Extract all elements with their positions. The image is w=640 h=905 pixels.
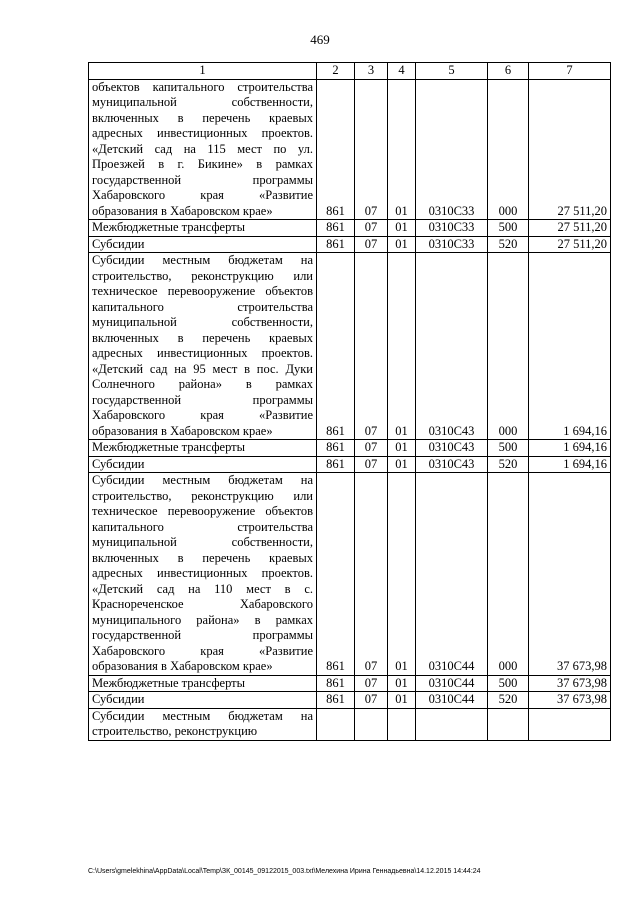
row-description: Субсидии местным бюджетам на строительство, реконструкцию <box>89 708 317 740</box>
amount: 1 694,16 <box>529 440 611 457</box>
page-number: 469 <box>310 32 330 47</box>
row-description: Межбюджетные трансферты <box>89 675 317 692</box>
row-description: объектов капитального строительства муниципальной собственности, включенных в перечень краевых адресных инвестиционных проектов. «Детский сад на 115 мест по ул. Проезжей в г. Бикине» в рамках государственной программы Хабаровского края «Развитие образования в Хабаровском крае» <box>89 79 317 220</box>
expense-type-code: 000 <box>488 253 529 440</box>
table-row <box>89 473 611 676</box>
expense-type-code: 520 <box>488 456 529 473</box>
row-description: Субсидии местным бюджетам на строительство, реконструкцию или техническое перевооружение объектов капитального строительства муниципальной собственности, включенных в перечень краевых адресных инвестиционных проектов. «Детский сад на 95 мест в пос. Дуки Солнечного района» в рамках государственной программы Хабаровского края «Развитие образования в Хабаровском крае» <box>89 253 317 440</box>
subsection-code: 01 <box>388 456 416 473</box>
expense-type-code: 500 <box>488 220 529 237</box>
amount: 27 511,20 <box>529 220 611 237</box>
expense-type-code: 520 <box>488 236 529 253</box>
section-code: 07 <box>355 473 388 676</box>
target-article-code: 0310С44 <box>416 473 488 676</box>
amount: 37 673,98 <box>529 473 611 676</box>
target-article-code: 0310С33 <box>416 79 488 220</box>
amount: 1 694,16 <box>529 253 611 440</box>
amount: 37 673,98 <box>529 692 611 709</box>
header-col-7: 7 <box>529 63 611 80</box>
table-row <box>89 79 611 220</box>
subsection-code <box>388 708 416 740</box>
ministry-code: 861 <box>317 456 355 473</box>
target-article-code <box>416 708 488 740</box>
target-article-code: 0310С33 <box>416 236 488 253</box>
section-code: 07 <box>355 236 388 253</box>
amount: 1 694,16 <box>529 456 611 473</box>
table-row <box>89 220 611 237</box>
ministry-code: 861 <box>317 236 355 253</box>
subsection-code: 01 <box>388 692 416 709</box>
header-col-2: 2 <box>317 63 355 80</box>
section-code: 07 <box>355 253 388 440</box>
row-description: Субсидии местным бюджетам на строительство, реконструкцию или техническое перевооружение объектов капитального строительства муниципальной собственности, включенных в перечень краевых адресных инвестиционных проектов. «Детский сад на 110 мест в с. Краснореченское Хабаровского муниципального района» в рамках государственной программы Хабаровского края «Развитие образования в Хабаровском крае» <box>89 473 317 676</box>
subsection-code: 01 <box>388 79 416 220</box>
row-description: Межбюджетные трансферты <box>89 220 317 237</box>
subsection-code: 01 <box>388 675 416 692</box>
subsection-code: 01 <box>388 253 416 440</box>
ministry-code: 861 <box>317 253 355 440</box>
header-col-1: 1 <box>89 63 317 80</box>
section-code: 07 <box>355 79 388 220</box>
subsection-code: 01 <box>388 236 416 253</box>
subsection-code: 01 <box>388 220 416 237</box>
section-code: 07 <box>355 220 388 237</box>
target-article-code: 0310С43 <box>416 440 488 457</box>
header-col-3: 3 <box>355 63 388 80</box>
subsection-code: 01 <box>388 440 416 457</box>
ministry-code: 861 <box>317 675 355 692</box>
ministry-code: 861 <box>317 440 355 457</box>
amount: 37 673,98 <box>529 675 611 692</box>
amount: 27 511,20 <box>529 236 611 253</box>
section-code: 07 <box>355 692 388 709</box>
header-col-4: 4 <box>388 63 416 80</box>
table-header-row <box>89 63 611 80</box>
table-row <box>89 456 611 473</box>
expense-type-code: 520 <box>488 692 529 709</box>
amount: 27 511,20 <box>529 79 611 220</box>
section-code: 07 <box>355 440 388 457</box>
expense-type-code: 500 <box>488 440 529 457</box>
expense-type-code: 000 <box>488 79 529 220</box>
row-description: Субсидии <box>89 692 317 709</box>
section-code: 07 <box>355 675 388 692</box>
target-article-code: 0310С43 <box>416 253 488 440</box>
budget-table <box>88 62 611 741</box>
section-code: 07 <box>355 456 388 473</box>
section-code <box>355 708 388 740</box>
table-row <box>89 236 611 253</box>
ministry-code <box>317 708 355 740</box>
table-row <box>89 692 611 709</box>
target-article-code: 0310С33 <box>416 220 488 237</box>
table-row <box>89 440 611 457</box>
header-col-6: 6 <box>488 63 529 80</box>
target-article-code: 0310С44 <box>416 675 488 692</box>
row-description: Субсидии <box>89 456 317 473</box>
row-description: Межбюджетные трансферты <box>89 440 317 457</box>
target-article-code: 0310С44 <box>416 692 488 709</box>
amount <box>529 708 611 740</box>
row-description: Субсидии <box>89 236 317 253</box>
target-article-code: 0310С43 <box>416 456 488 473</box>
header-col-5: 5 <box>416 63 488 80</box>
footer-file-path: C:\Users\gmelekhina\AppData\Local\Temp\ЗК_00145_09122015_003.txt\Мелехина Ирина Геннадьевна\14.12.2015 14:44:24 <box>88 868 481 875</box>
subsection-code: 01 <box>388 473 416 676</box>
table-row <box>89 675 611 692</box>
ministry-code: 861 <box>317 473 355 676</box>
expense-type-code <box>488 708 529 740</box>
ministry-code: 861 <box>317 220 355 237</box>
table-row <box>89 253 611 440</box>
table-row <box>89 708 611 740</box>
ministry-code: 861 <box>317 79 355 220</box>
ministry-code: 861 <box>317 692 355 709</box>
expense-type-code: 500 <box>488 675 529 692</box>
expense-type-code: 000 <box>488 473 529 676</box>
